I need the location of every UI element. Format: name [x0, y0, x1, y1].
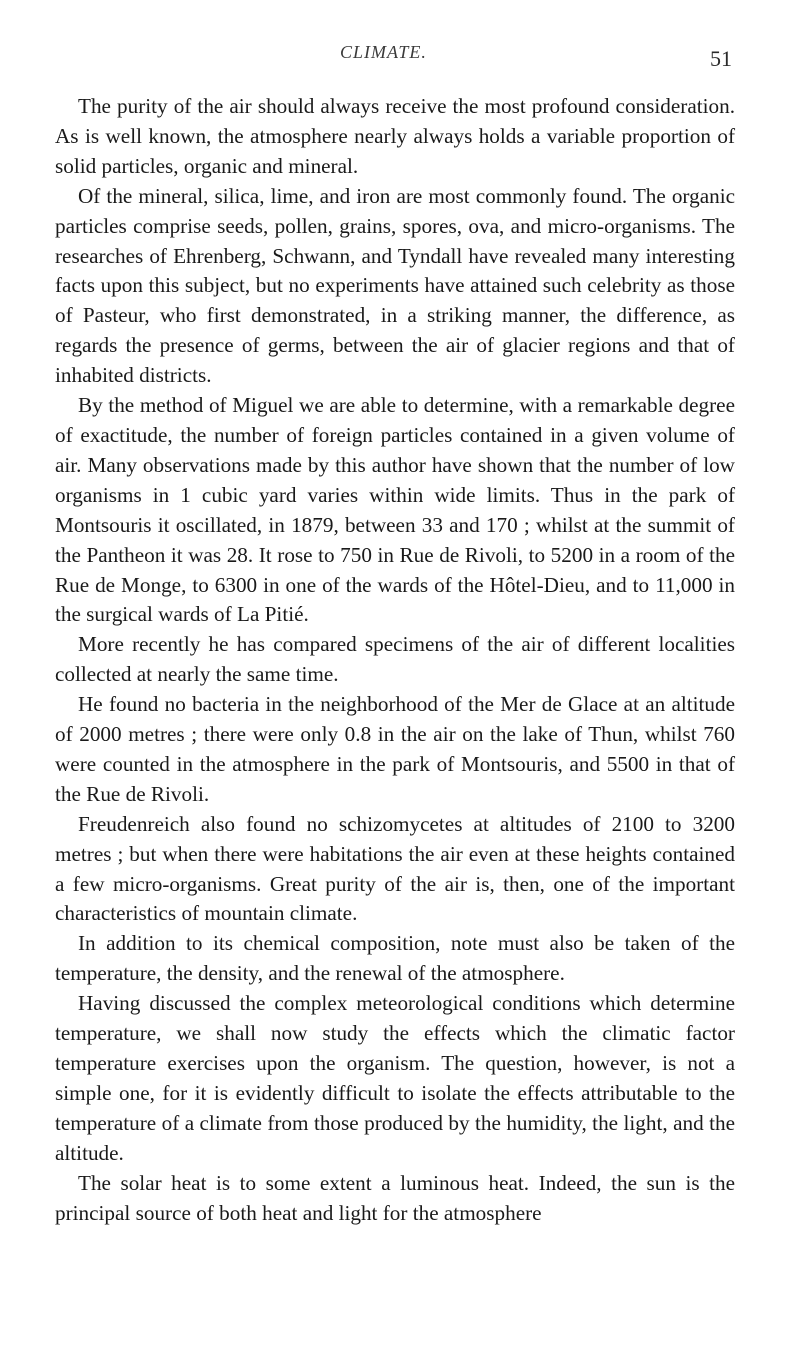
- body-text: [55, 92, 735, 1228]
- paragraph-temperature: Having discussed the complex meteorological conditions which determine temperature, we shall now study the effects which the climatic factor temperature exercises upon the organism. The question, however, is not a simple one, for it is evidently difficult to isolate the effects attributable to the temperature of a climate from those produced by the humidity, the light, and the altitude.: [55, 991, 735, 1165]
- running-title: CLIMATE.: [340, 42, 427, 62]
- running-head: [0, 38, 800, 78]
- paragraph-particles: Of the mineral, silica, lime, and iron are most commonly found. The organic particles comprise seeds, pollen, grains, spores, ova, and micro-organisms. The researches of Ehrenberg, Schwann, and Tyndall have revealed many interesting facts upon this subject, but no experiments have attained such celebrity as those of Pasteur, who first demonstrated, in a striking manner, the difference, as regards the presence of germs, between the air of glacier regions and that of inhabited districts.: [55, 183, 735, 388]
- paragraph-miguel-method: By the method of Miguel we are able to determine, with a remarkable degree of exactitude, the number of foreign particles contained in a given volume of air. Many observations made by this author have shown that the number of low organisms in 1 cubic yard varies within wide limits. Thus in the park of Montsouris it oscillated, in 1879, between 33 and 170 ; whilst at the summit of the Pantheon it was 28. It rose to 750 in Rue de Rivoli, to 5200 in a room of the Rue de Monge, to 6300 in one of the wards of the Hôtel-Dieu, and to 11,000 in the surgical wards of La Pitié.: [55, 393, 735, 627]
- page-number: 51: [710, 46, 732, 71]
- paragraph-specimens: More recently he has compared specimens of the air of different localities collected at nearly the same time.: [55, 632, 735, 687]
- paragraph-air-purity: The purity of the air should always receive the most profound consideration. As is well known, the atmosphere nearly always holds a variable proportion of solid particles, organic and mineral.: [55, 94, 735, 178]
- paragraph-bacteria: He found no bacteria in the neighborhood of the Mer de Glace at an altitude of 2000 metres ; there were only 0.8 in the air on the lake of Thun, whilst 760 were counted in the atmosphere in the park of Montsouris, and 5500 in that of the Rue de Rivoli.: [55, 692, 735, 806]
- paragraph-composition: In addition to its chemical composition, note must also be taken of the temperature, the density, and the renewal of the atmosphere.: [55, 931, 735, 986]
- paragraph-solar-heat: The solar heat is to some extent a luminous heat. Indeed, the sun is the principal source of both heat and light for the atmosphere: [55, 1170, 735, 1225]
- paragraph-freudenreich: Freudenreich also found no schizomycetes at altitudes of 2100 to 3200 metres ; but when there were habitations the air even at these heights contained a few micro-organisms. Great purity of the air is, then, one of the important characteristics of mountain climate.: [55, 811, 735, 926]
